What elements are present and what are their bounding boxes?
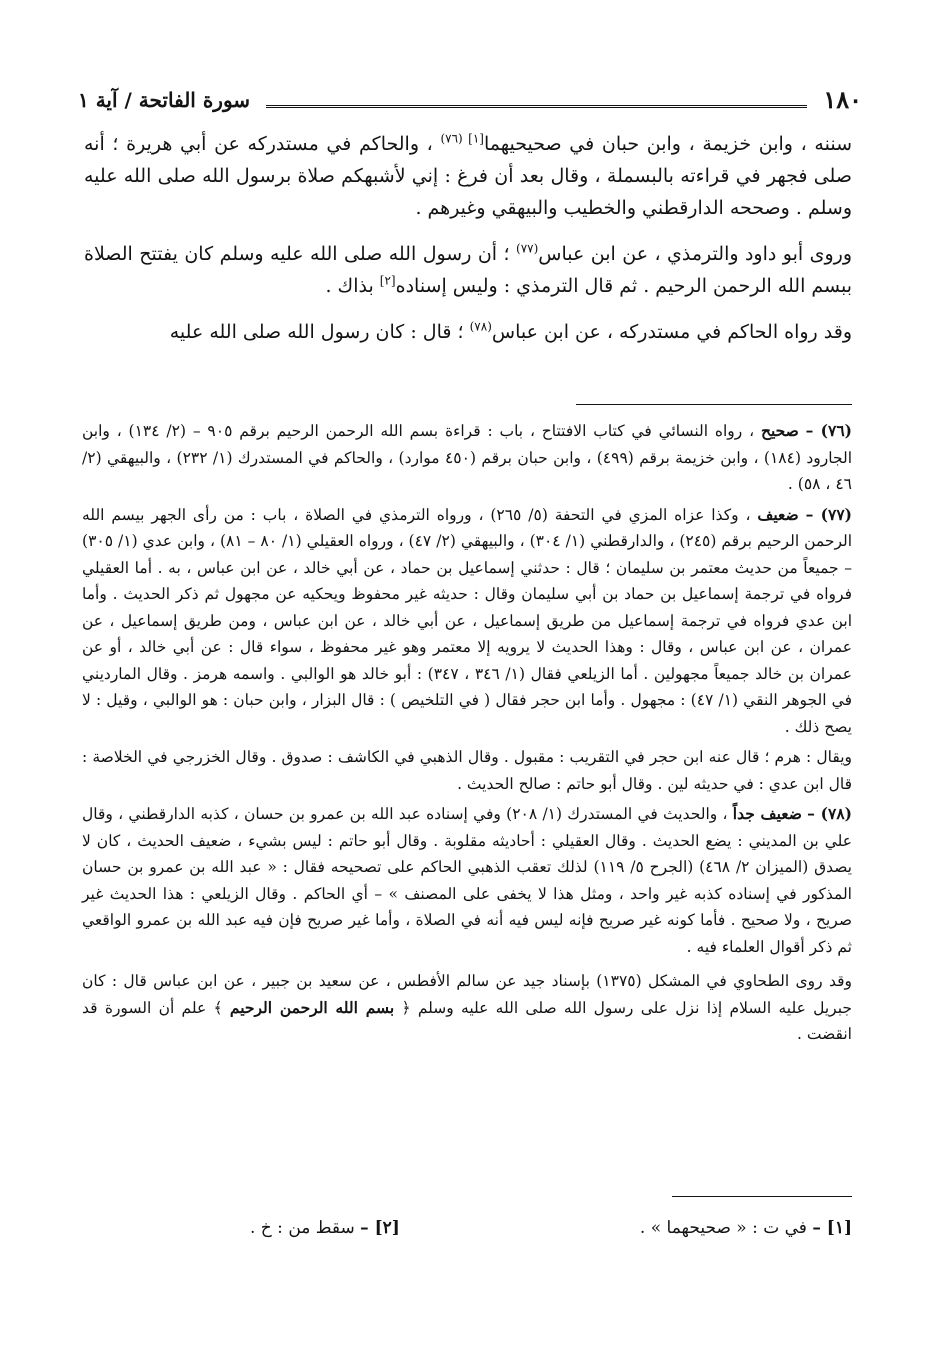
manuscript-variants <box>250 1214 852 1242</box>
footnote-text: ، والحديث في المستدرك (١/ ٢٠٨) وفي إسناده عبد الله بن عمرو بن حسان ، كذبه الدارقطني ، وقال علي بن المديني : يضع الحديث . وقال العقيلي : أحاديثه مقلوبة . وقال أبو حاتم : ليس بشيء ، ضعيف الحديث ، كان لا يصدق (الميزان ٢/ ٤٦٨) (الجرح ٥/ ١١٩) لذلك تعقب الذهبي الحاكم على تصحيحه فقال : « عبد الله بن عمرو بن حسان المذكور في إسناده كذبه غير واحد ، ومثل هذا لا يخفى على المصنف » – أي الحاكم . وقال الزيلعي : هذا الحديث غير صريح ، ولا صحيح . فأما كونه غير صريح فإنه ليس فيه أنه في الصلاة ، وأما غير صريح فإن فيه عبد الله بن عمرو الواقعي ثم ذكر أقوال العلماء فيه . <box>82 805 852 956</box>
variant-number: [١] – <box>812 1218 852 1238</box>
footnote-76 <box>82 418 852 498</box>
text-span: ؛ أن رسول الله صلى الله عليه وسلم كان يفتتح الصلاة ببسم الله الرحمن الرحيم . ثم قال الترمذي : وليس إسناده <box>84 243 852 297</box>
text-span: ﴾ علم أن السورة قد انقضت . <box>82 998 852 1043</box>
footnote-separator <box>576 404 852 405</box>
variant-note-2 <box>250 1214 400 1242</box>
header-rule <box>266 105 807 108</box>
main-paragraph <box>84 128 852 224</box>
footnote-ref: (٧٨) <box>469 319 492 334</box>
variant-text: في ت : « صحيحهما » . <box>639 1218 807 1238</box>
footnote-number: (٧٦) – <box>805 421 853 440</box>
variant-ref: [٢] <box>379 273 396 288</box>
text-span: ، والحاكم في مستدركه عن أبي هريرة ؛ أنه صلى فجهر في قراءته بالبسملة ، وقال بعد أن فرغ : إني لأشبهكم صلاة برسول الله صلى الله عليه وسلم . وصححه الدارقطني والخطيب والبيهقي وغيرهم . <box>84 133 852 219</box>
footnote-addendum <box>82 968 852 1048</box>
running-head: سورة الفاتحة / آية ١ <box>78 88 251 112</box>
hadith-grade: صحيح <box>760 421 799 440</box>
quran-quote: بسم الله الرحمن الرحيم <box>229 997 395 1017</box>
variant-note-1 <box>640 1214 852 1242</box>
text-span: سننه ، وابن خزيمة ، وابن حبان في صحيحيهما <box>483 133 852 155</box>
main-paragraph <box>84 316 852 348</box>
variants-separator <box>672 1196 852 1197</box>
hadith-grade: ضعيف جداً <box>732 804 802 823</box>
text-span: وروى أبو داود والترمذي ، عن ابن عباس <box>538 243 852 265</box>
main-text <box>84 128 852 362</box>
footnote-77-continued: ويقال : هرم ؛ قال عنه ابن حجر في التقريب : مقبول . وقال الذهبي في الكاشف : صدوق . وقال الخزرجي في الخلاصة : قال ابن عدي : في حديثه لين . وقال أبو حاتم : صالح الحديث . <box>82 748 852 793</box>
footnote-number: (٧٨) – <box>807 804 852 823</box>
text-span: وقد روى الطحاوي في المشكل (١٣٧٥) بإسناد جيد عن سالم الأفطس ، عن سعيد بن جبير ، عن ابن عباس قال : كان جبريل عليه السلام إذا نزل على رسول الله صلى الله عليه وسلم ﴿ <box>82 972 852 1017</box>
hadith-grade: ضعيف <box>757 504 799 524</box>
footnote-text: ، رواه النسائي في كتاب الافتتاح ، باب : قراءة بسم الله الرحمن الرحيم برقم ٩٠٥ – (٢/ ١٣٤) ، وابن الجارود (١٨٤) ، وابن خزيمة برقم (٤٩٩) ، وابن حبان برقم (٤٥٠ موارد) ، والحاكم في المستدرك (١/ ٢٣٢) ، والبيهقي (٢/ ٤٦ ، ٥٨) . <box>82 422 853 493</box>
footnote-ref: [١] (٧٦) <box>440 131 484 146</box>
page-header <box>78 78 862 114</box>
variant-number: [٢] – <box>360 1218 400 1238</box>
footnote-text: ، وكذا عزاه المزي في التحفة (٥/ ٢٦٥) ، ورواه الترمذي في الصلاة ، باب : من رأى الجهر بيسم الله الرحمن الرحيم برقم (٢٤٥) ، والدارقطني (١/ ٣٠٤) ، والبيهقي (٢/ ٤٧) ، ورواه العقيلي (١/ ٨٠ – ٨١) ، وابن عدي (١/ ٣٠٥) – جميعاً من حديث معتمر بن سليمان ؛ قال : حدثني إسماعيل بن حماد ، عن أبي خالد ، عن ابن عباس ، به . أما العقيلي فرواه في ترجمة إسماعيل بن حماد بن أبي سليمان وقال : حديثه غير محفوظ ويحكيه عن مجهول ثم ذكر الحديث . وأما ابن عدي فرواه في ترجمة إسماعيل من طريق إسماعيل ، عن أبي خالد ، عن ابن عباس ، ومن طريق إسماعيل ، عن عمران ، عن ابن عباس ، وقال : وهذا الحديث لا يرويه إلا معتمر وهو غير محفوظ ، سواء قال : عن أبي خالد ، أو عن عمران بن خالد جميعاً مجهولين . أما الزيلعي فقال (١/ ٣٤٦ ، ٣٤٧) : أبو خالد هو الوالبي . واسمه هرمز . وقال المارديني في الجوهر النقي (١/ ٤٧) : مجهول . وأما ابن حجر فقال ( في التلخيص ) : قال البزار ، وابن حبان : هو الوالبي ، وقيل : لا يصح ذلك . <box>82 505 853 736</box>
footnote-number: (٧٧) – <box>805 504 852 524</box>
footnote-ref: (٧٧) <box>516 241 539 256</box>
text-span: ؛ قال : كان رسول الله صلى الله عليه <box>169 321 470 343</box>
variant-text: سقط من : خ . <box>250 1218 355 1238</box>
page-number: ١٨٠ <box>823 85 862 114</box>
text-span: بذاك . <box>325 275 380 297</box>
text-span: وقد رواه الحاكم في مستدركه ، عن ابن عباس <box>491 321 852 343</box>
footnote-78 <box>82 801 852 960</box>
main-paragraph <box>84 238 852 302</box>
footnotes <box>82 418 852 1052</box>
footnote-77 <box>82 502 852 741</box>
